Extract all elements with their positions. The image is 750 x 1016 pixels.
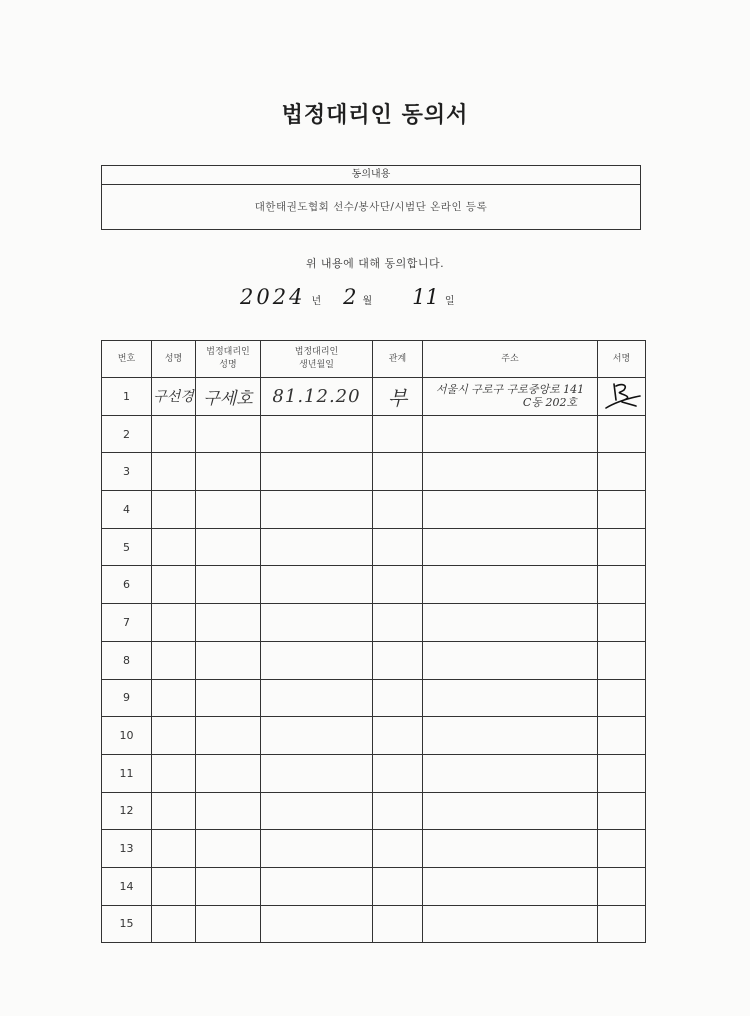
cell-no: 7	[102, 604, 152, 642]
cell-no: 12	[102, 792, 152, 830]
cell-no: 4	[102, 491, 152, 529]
header-name: 성명	[152, 341, 196, 378]
header-address: 주소	[423, 341, 598, 378]
cell-no: 8	[102, 641, 152, 679]
table-row	[102, 453, 646, 491]
table-row	[102, 830, 646, 868]
cell-relation: 부	[373, 378, 423, 416]
cell-address-line2: C동 202호	[522, 396, 578, 410]
cell-no: 14	[102, 867, 152, 905]
table-row	[102, 604, 646, 642]
header-guardian-birth-l1: 법정대리인	[294, 347, 339, 357]
consent-content-text: 대한태권도협회 선수/봉사단/시범단 온라인 등록	[254, 201, 488, 213]
date-day: 11	[412, 285, 439, 309]
date-line	[240, 285, 455, 315]
date-year-unit: 년	[311, 296, 322, 307]
header-no: 번호	[102, 341, 152, 378]
consent-content-header: 동의내용	[102, 166, 640, 185]
cell-no: 2	[102, 415, 152, 453]
cell-no: 3	[102, 453, 152, 491]
date-month-unit: 월	[362, 296, 373, 307]
table-row	[102, 415, 646, 453]
cell-no: 15	[102, 905, 152, 943]
cell-no: 5	[102, 528, 152, 566]
cell-address-line1: 서울시 구로구 구로중앙로 141	[435, 383, 585, 397]
cell-no: 9	[102, 679, 152, 717]
cell-signature	[598, 378, 646, 416]
header-guardian-name-l1: 법정대리인	[206, 347, 250, 357]
header-guardian-name	[196, 341, 261, 378]
header-relation: 관계	[373, 341, 423, 378]
cell-no: 11	[102, 754, 152, 792]
table-row	[102, 491, 646, 529]
table-row	[102, 754, 646, 792]
table-row	[102, 792, 646, 830]
cell-name: 구선경	[152, 378, 196, 416]
header-guardian-birth-l2: 생년월일	[299, 360, 334, 370]
table-row	[102, 566, 646, 604]
table-row	[102, 867, 646, 905]
header-signature: 서명	[598, 341, 646, 378]
header-guardian-birth	[261, 341, 373, 378]
cell-address	[423, 378, 598, 416]
date-month: 2	[343, 285, 357, 309]
agreement-statement: 위 내용에 대해 동의합니다.	[305, 257, 445, 270]
table-header-row	[102, 341, 646, 378]
cell-no: 1	[102, 378, 152, 416]
signature-table	[101, 340, 646, 943]
table-row	[102, 717, 646, 755]
document-title: 법정대리인 동의서	[281, 103, 469, 128]
table-row	[102, 528, 646, 566]
cell-guardian-birth: 81.12.20	[261, 378, 373, 416]
date-year: 2024	[240, 285, 306, 309]
cell-guardian-name: 구세호	[196, 378, 261, 416]
cell-no: 10	[102, 717, 152, 755]
consent-content-box	[101, 165, 641, 230]
header-guardian-name-l2: 성명	[219, 360, 237, 370]
table-row	[102, 679, 646, 717]
table-row	[102, 378, 646, 416]
date-day-unit: 일	[444, 296, 455, 307]
signature-handwritten-icon	[600, 378, 644, 414]
table-row	[102, 641, 646, 679]
cell-no: 6	[102, 566, 152, 604]
cell-no: 13	[102, 830, 152, 868]
table-row	[102, 905, 646, 943]
